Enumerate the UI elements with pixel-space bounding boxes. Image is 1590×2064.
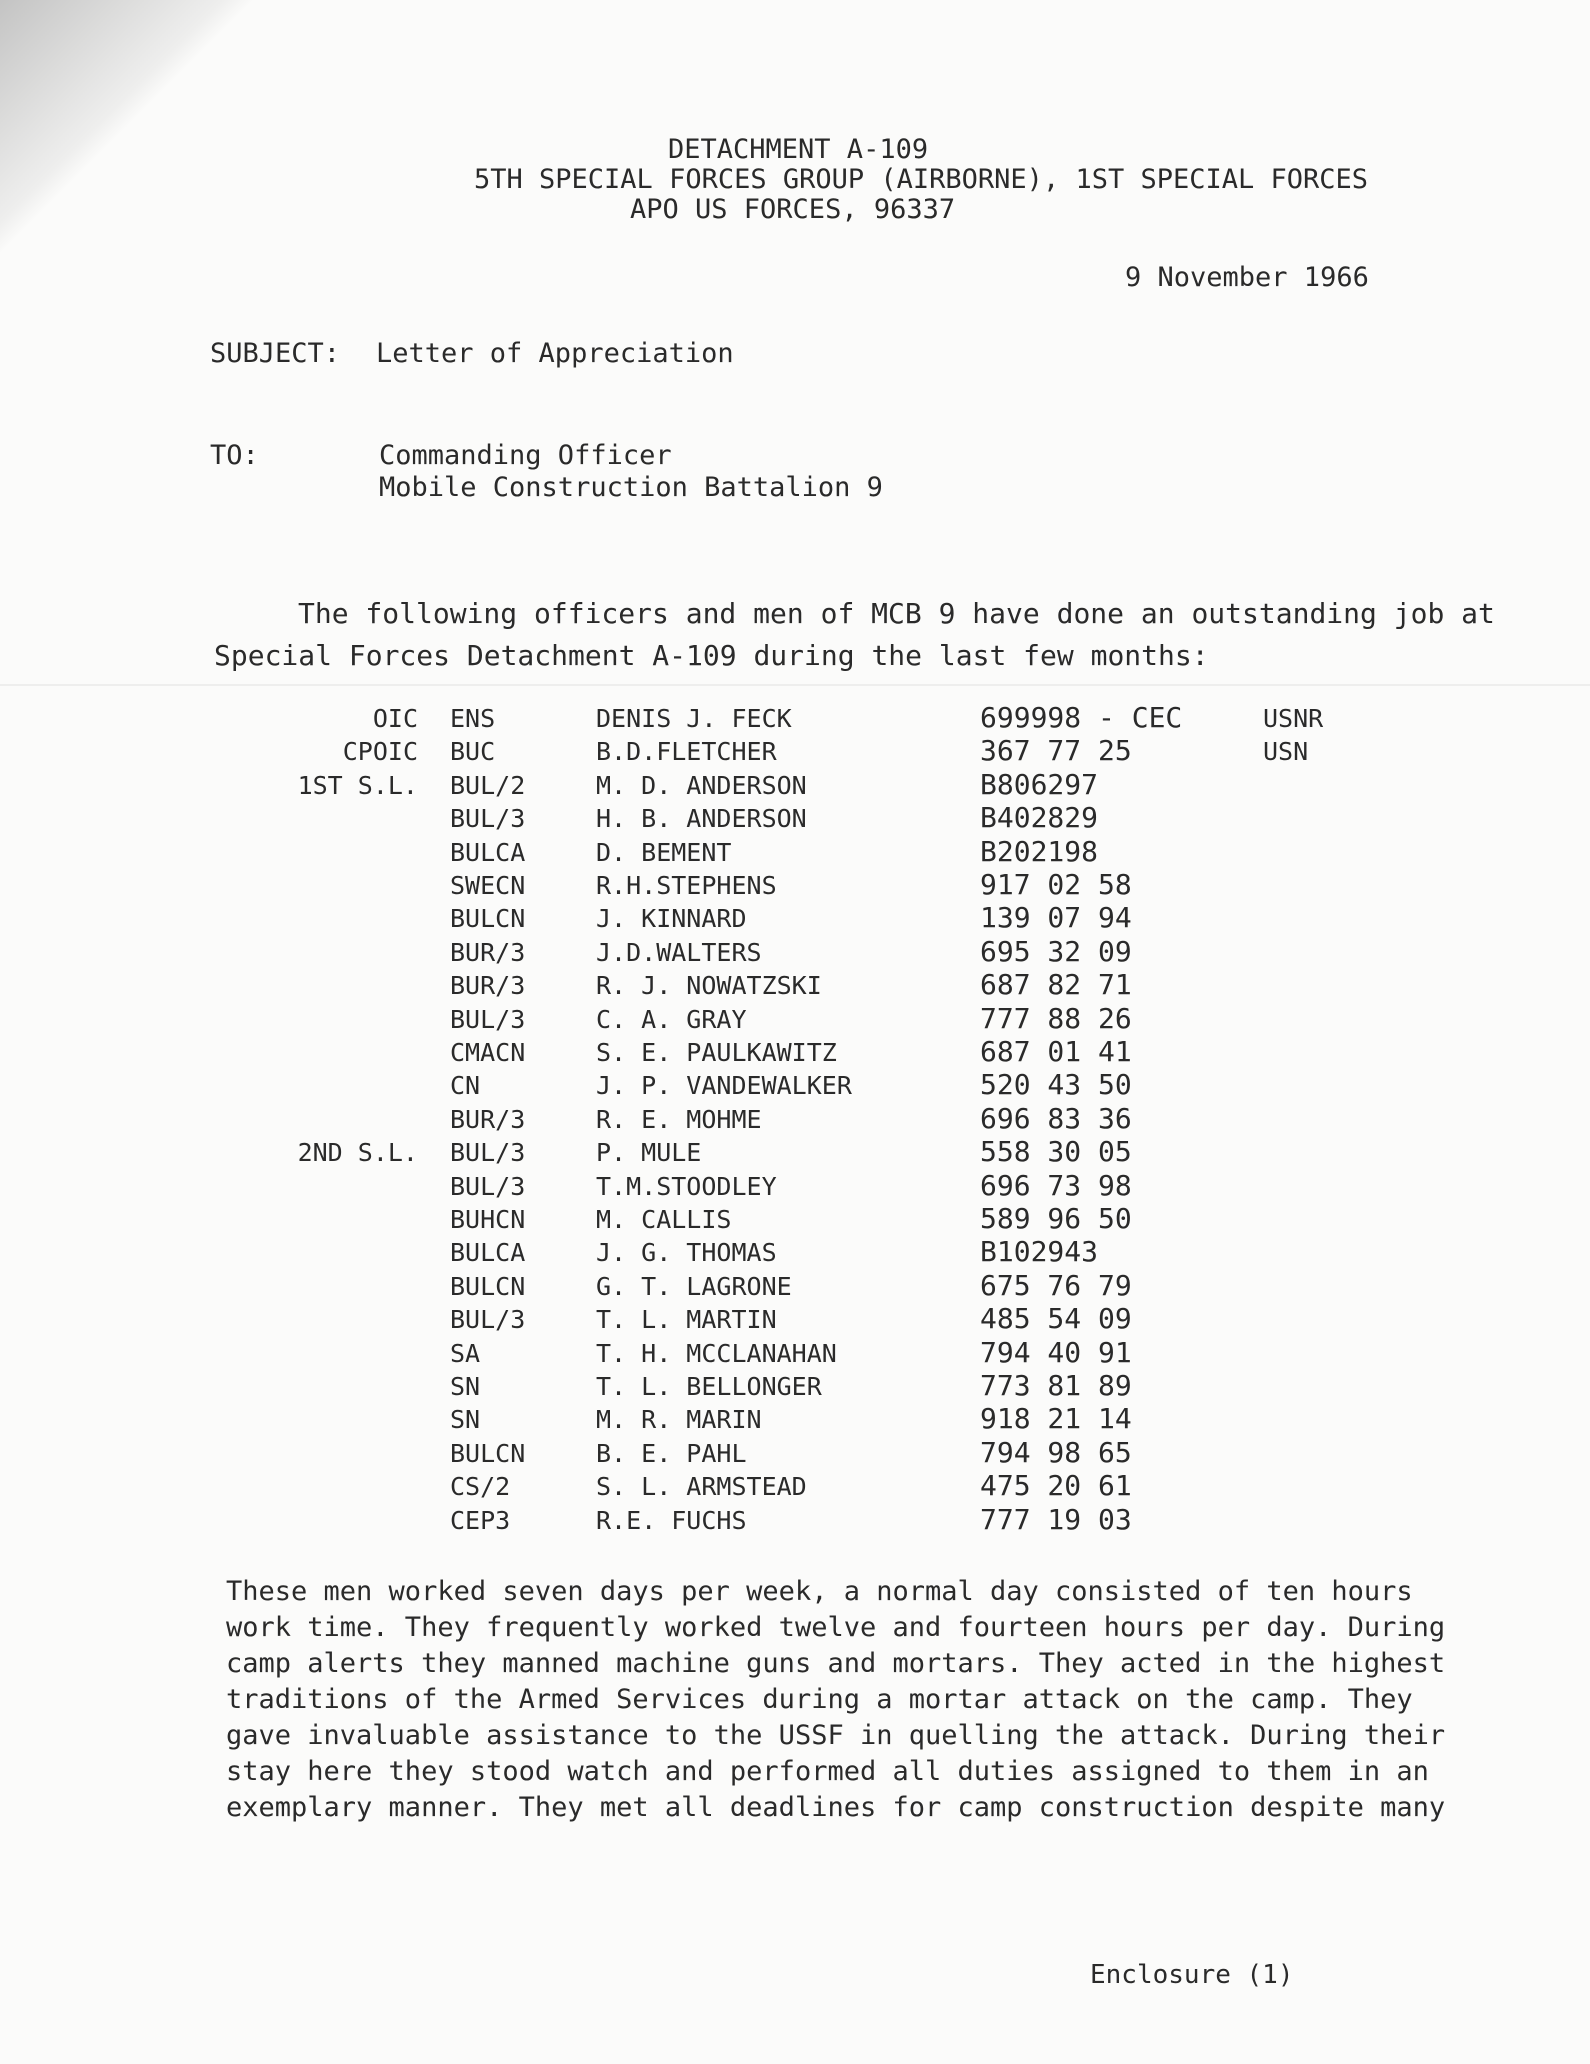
intro-line-1: The following officers and men of MCB 9 have done an outstanding job at [298,597,1495,630]
folded-corner [0,0,260,270]
roster-name: T.M.STOODLEY [596,1171,777,1201]
roster-position: OIC [372,704,418,733]
roster-rate: ENS [450,704,496,733]
roster-service-number: 687 01 41 [980,1035,1132,1068]
roster-service-number: 475 20 61 [980,1469,1132,1503]
roster-name: S. L. ARMSTEAD [596,1472,807,1502]
roster-service-number: B402829 [980,801,1099,835]
roster-name: J. KINNARD [596,904,747,934]
roster-rate: BUL/3 [450,1171,526,1201]
roster-component: USN [1263,737,1309,767]
roster-rate: BUR/3 [450,971,526,1001]
roster-service-number: B202198 [980,834,1099,868]
to-recipient-unit: Mobile Construction Battalion 9 [379,472,883,503]
letterhead-unit: DETACHMENT A-109 [668,134,929,165]
roster-rate: BULCN [450,1438,526,1468]
roster-name: G. T. LAGRONE [596,1271,792,1301]
roster-name: J. P. VANDEWALKER [596,1071,852,1101]
to-label: TO: [210,440,259,471]
roster-name: M. D. ANDERSON [596,770,807,800]
roster-rate: BUL/3 [450,1305,526,1335]
roster-name: P. MULE [596,1138,702,1168]
body-line-1: These men worked seven days per week, a normal day consisted of ten hours [226,1576,1413,1607]
subject-label: SUBJECT: [210,338,341,369]
roster-service-number: 687 82 71 [980,968,1132,1002]
roster-service-number: 367 77 25 [980,734,1132,768]
paper-crease [0,684,1590,686]
roster-service-number: 773 81 89 [980,1369,1132,1402]
enclosure-note: Enclosure (1) [1090,1960,1294,1990]
roster-service-number: 777 19 03 [980,1502,1132,1536]
body-line-2: work time. They frequently worked twelve and fourteen hours per day. During [226,1612,1446,1643]
roster-service-number: 794 40 91 [980,1335,1132,1369]
roster-service-number: B102943 [980,1235,1099,1269]
roster-name: C. A. GRAY [596,1004,747,1034]
roster-rate: SN [450,1372,481,1401]
roster-name: M. R. MARIN [596,1405,762,1435]
roster-rate: BUR/3 [450,1104,526,1134]
roster-service-number: 917 02 58 [980,868,1132,901]
roster-service-number: 485 54 09 [980,1302,1132,1336]
roster-service-number: B806297 [980,767,1099,801]
roster-service-number: 675 76 79 [980,1268,1132,1302]
roster-rate: CS/2 [450,1472,511,1502]
roster-position: 2ND S.L. [297,1138,418,1168]
roster-name: J.D.WALTERS [596,937,762,967]
subject-value: Letter of Appreciation [376,338,734,369]
roster-rate: SWECN [450,871,526,900]
roster-rate: BUC [450,737,496,767]
roster-rate: BULCN [450,904,526,934]
roster-rate: BUL/3 [450,1138,526,1168]
roster-rate: BUHCN [450,1205,526,1234]
roster-rate: CEP3 [450,1505,511,1535]
roster-position: CPOIC [342,737,418,767]
roster-service-number: 777 88 26 [980,1001,1132,1035]
body-line-4: traditions of the Armed Services during a mortar attack on the camp. They [226,1684,1413,1715]
roster-name: T. L. MARTIN [596,1305,777,1335]
roster-rate: BULCA [450,1238,526,1268]
roster-rate: CMACN [450,1038,526,1067]
roster-name: R. J. NOWATZSKI [596,971,822,1001]
body-line-6: stay here they stood watch and performed all duties assigned to them in an [226,1756,1429,1787]
roster-rate: CN [450,1071,481,1101]
roster-rate: BUL/3 [450,1004,526,1034]
roster-service-number: 794 98 65 [980,1435,1132,1469]
roster-rate: BUL/3 [450,804,526,834]
roster-name: H. B. ANDERSON [596,804,807,834]
letter-date: 9 November 1966 [1125,262,1369,293]
roster-name: B.D.FLETCHER [596,737,777,767]
roster-name: R.E. FUCHS [596,1505,747,1535]
roster-rate: BULCA [450,837,526,867]
body-line-5: gave invaluable assistance to the USSF in quelling the attack. During their [226,1720,1446,1751]
roster-rate: SA [450,1338,481,1368]
roster-component: USNR [1263,704,1324,733]
letterhead-address: APO US FORCES, 96337 [630,194,956,225]
roster-name: M. CALLIS [596,1205,732,1234]
roster-service-number: 918 21 14 [980,1402,1132,1436]
roster-service-number: 699998 - CEC [980,701,1183,734]
roster-name: J. G. THOMAS [596,1238,777,1268]
intro-line-2: Special Forces Detachment A-109 during the last few months: [214,639,1209,672]
body-line-3: camp alerts they manned machine guns and mortars. They acted in the highest [226,1648,1446,1679]
roster-name: T. L. BELLONGER [596,1372,822,1401]
roster-rate: SN [450,1405,481,1435]
roster-rate: BUL/2 [450,770,526,800]
to-recipient-title: Commanding Officer [379,440,672,471]
roster-name: D. BEMENT [596,837,732,867]
roster-name: R.H.STEPHENS [596,871,777,900]
roster-service-number: 589 96 50 [980,1202,1132,1235]
roster-service-number: 139 07 94 [980,901,1132,935]
letterhead-group: 5TH SPECIAL FORCES GROUP (AIRBORNE), 1ST SPECIAL FORCES [474,164,1369,195]
roster-service-number: 558 30 05 [980,1135,1132,1169]
roster-name: B. E. PAHL [596,1438,747,1468]
roster-service-number: 696 73 98 [980,1168,1132,1202]
roster-rate: BUR/3 [450,937,526,967]
roster-name: S. E. PAULKAWITZ [596,1038,837,1067]
roster-position: 1ST S.L. [297,770,418,800]
roster-service-number: 520 43 50 [980,1068,1132,1102]
roster-name: R. E. MOHME [596,1104,762,1134]
roster-rate: BULCN [450,1271,526,1301]
body-line-7: exemplary manner. They met all deadlines for camp construction despite many [226,1792,1446,1823]
roster-service-number: 695 32 09 [980,934,1132,968]
roster-name: DENIS J. FECK [596,704,792,733]
roster-service-number: 696 83 36 [980,1101,1132,1135]
roster-name: T. H. MCCLANAHAN [596,1338,837,1368]
